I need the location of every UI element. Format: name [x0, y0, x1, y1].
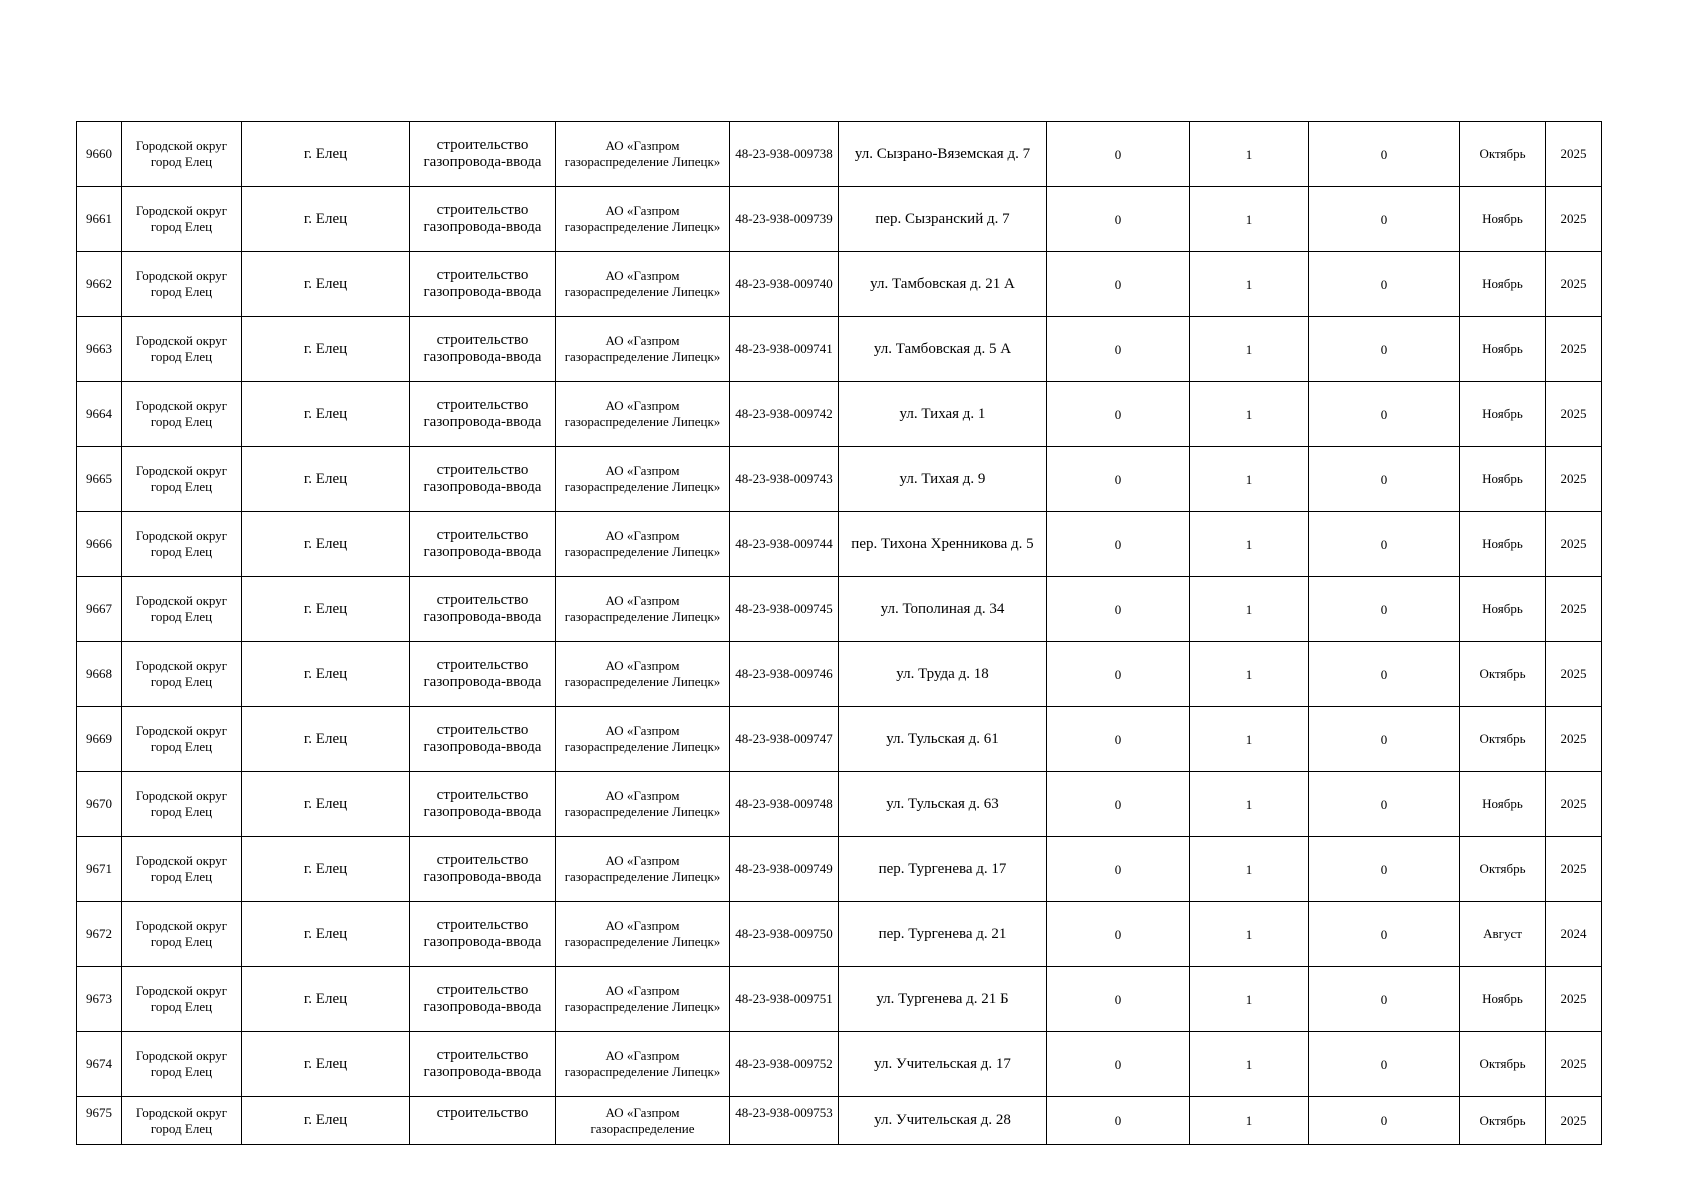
- cell-address: пер. Тургенева д. 17: [839, 837, 1047, 902]
- cell-value-2: 1: [1190, 1097, 1309, 1145]
- cell-value-3: 0: [1309, 772, 1460, 837]
- cell-month: Ноябрь: [1460, 187, 1546, 252]
- cell-year: 2025: [1546, 707, 1602, 772]
- cell-year: 2025: [1546, 1032, 1602, 1097]
- cell-city: г. Елец: [242, 187, 410, 252]
- cell-city: г. Елец: [242, 1097, 410, 1145]
- cell-year: 2025: [1546, 967, 1602, 1032]
- cell-organization: АО «Газпром газораспределение Липецк»: [556, 902, 730, 967]
- cell-district: Городской округ город Елец: [122, 837, 242, 902]
- cell-object-code: 48-23-938-009738: [730, 122, 839, 187]
- cell-row-number: 9673: [77, 967, 122, 1032]
- cell-organization: АО «Газпром газораспределение Липецк»: [556, 642, 730, 707]
- cell-value-2: 1: [1190, 252, 1309, 317]
- table-row: [77, 967, 1602, 1032]
- cell-value-2: 1: [1190, 187, 1309, 252]
- cell-row-number: 9666: [77, 512, 122, 577]
- cell-district: Городской округ город Елец: [122, 642, 242, 707]
- cell-value-1: 0: [1047, 512, 1190, 577]
- cell-work-type: строительство газопровода-ввода: [410, 512, 556, 577]
- cell-value-2: 1: [1190, 122, 1309, 187]
- cell-row-number: 9670: [77, 772, 122, 837]
- cell-month: Октябрь: [1460, 837, 1546, 902]
- table-row: [77, 122, 1602, 187]
- cell-value-3: 0: [1309, 512, 1460, 577]
- cell-object-code: 48-23-938-009748: [730, 772, 839, 837]
- cell-organization: АО «Газпром газораспределение Липецк»: [556, 772, 730, 837]
- cell-object-code: 48-23-938-009747: [730, 707, 839, 772]
- cell-value-2: 1: [1190, 447, 1309, 512]
- cell-year: 2025: [1546, 447, 1602, 512]
- cell-organization: АО «Газпром газораспределение Липецк»: [556, 122, 730, 187]
- cell-work-type: строительство газопровода-ввода: [410, 967, 556, 1032]
- cell-year: 2025: [1546, 252, 1602, 317]
- table-row: [77, 642, 1602, 707]
- gasification-schedule-table: [76, 121, 1602, 1145]
- cell-value-2: 1: [1190, 902, 1309, 967]
- cell-value-2: 1: [1190, 642, 1309, 707]
- cell-city: г. Елец: [242, 512, 410, 577]
- cell-row-number: 9662: [77, 252, 122, 317]
- cell-value-1: 0: [1047, 837, 1190, 902]
- cell-work-type: строительство газопровода-ввода: [410, 317, 556, 382]
- cell-month: Ноябрь: [1460, 577, 1546, 642]
- cell-value-3: 0: [1309, 382, 1460, 447]
- table-row: [77, 382, 1602, 447]
- cell-month: Ноябрь: [1460, 772, 1546, 837]
- cell-month: Октябрь: [1460, 707, 1546, 772]
- cell-value-3: 0: [1309, 447, 1460, 512]
- cell-row-number: 9669: [77, 707, 122, 772]
- cell-value-2: 1: [1190, 512, 1309, 577]
- table-row: [77, 1097, 1602, 1145]
- cell-organization: АО «Газпром газораспределение Липецк»: [556, 447, 730, 512]
- cell-organization: АО «Газпром газораспределение Липецк»: [556, 707, 730, 772]
- cell-address: ул. Труда д. 18: [839, 642, 1047, 707]
- cell-address: пер. Тургенева д. 21: [839, 902, 1047, 967]
- cell-row-number: 9667: [77, 577, 122, 642]
- cell-object-code: 48-23-938-009749: [730, 837, 839, 902]
- cell-value-3: 0: [1309, 967, 1460, 1032]
- cell-year: 2025: [1546, 772, 1602, 837]
- cell-value-3: 0: [1309, 1097, 1460, 1145]
- cell-row-number: 9674: [77, 1032, 122, 1097]
- cell-value-1: 0: [1047, 577, 1190, 642]
- table-row: [77, 837, 1602, 902]
- cell-object-code: 48-23-938-009753: [730, 1097, 839, 1145]
- cell-work-type: строительство газопровода-ввода: [410, 382, 556, 447]
- cell-value-3: 0: [1309, 1032, 1460, 1097]
- cell-value-1: 0: [1047, 772, 1190, 837]
- cell-year: 2025: [1546, 317, 1602, 382]
- cell-value-1: 0: [1047, 252, 1190, 317]
- table-row: [77, 252, 1602, 317]
- cell-value-1: 0: [1047, 187, 1190, 252]
- cell-organization: АО «Газпром газораспределение Липецк»: [556, 512, 730, 577]
- cell-month: Ноябрь: [1460, 317, 1546, 382]
- cell-month: Октябрь: [1460, 642, 1546, 707]
- cell-city: г. Елец: [242, 577, 410, 642]
- cell-city: г. Елец: [242, 1032, 410, 1097]
- cell-address: ул. Тополиная д. 34: [839, 577, 1047, 642]
- cell-month: Октябрь: [1460, 122, 1546, 187]
- cell-object-code: 48-23-938-009743: [730, 447, 839, 512]
- table-row: [77, 577, 1602, 642]
- cell-value-3: 0: [1309, 252, 1460, 317]
- cell-work-type: строительство газопровода-ввода: [410, 447, 556, 512]
- cell-organization: АО «Газпром газораспределение Липецк»: [556, 1032, 730, 1097]
- cell-city: г. Елец: [242, 447, 410, 512]
- cell-city: г. Елец: [242, 382, 410, 447]
- cell-work-type: строительство газопровода-ввода: [410, 252, 556, 317]
- cell-organization: АО «Газпром газораспределение Липецк»: [556, 967, 730, 1032]
- cell-district: Городской округ город Елец: [122, 317, 242, 382]
- cell-row-number: 9665: [77, 447, 122, 512]
- table-row: [77, 902, 1602, 967]
- cell-month: Октябрь: [1460, 1032, 1546, 1097]
- cell-value-1: 0: [1047, 642, 1190, 707]
- cell-organization: АО «Газпром газораспределение Липецк»: [556, 187, 730, 252]
- cell-object-code: 48-23-938-009750: [730, 902, 839, 967]
- cell-value-2: 1: [1190, 837, 1309, 902]
- cell-organization: АО «Газпром газораспределение Липецк»: [556, 317, 730, 382]
- table-row: [77, 317, 1602, 382]
- cell-object-code: 48-23-938-009739: [730, 187, 839, 252]
- table-row: [77, 707, 1602, 772]
- table-row: [77, 447, 1602, 512]
- cell-city: г. Елец: [242, 122, 410, 187]
- cell-object-code: 48-23-938-009742: [730, 382, 839, 447]
- cell-district: Городской округ город Елец: [122, 447, 242, 512]
- cell-row-number: 9671: [77, 837, 122, 902]
- cell-address: ул. Тульская д. 63: [839, 772, 1047, 837]
- cell-year: 2025: [1546, 837, 1602, 902]
- cell-district: Городской округ город Елец: [122, 382, 242, 447]
- table-row: [77, 772, 1602, 837]
- cell-value-1: 0: [1047, 122, 1190, 187]
- cell-value-2: 1: [1190, 772, 1309, 837]
- table-body: [77, 122, 1602, 1145]
- cell-work-type: строительство газопровода-ввода: [410, 902, 556, 967]
- cell-value-1: 0: [1047, 707, 1190, 772]
- cell-value-3: 0: [1309, 902, 1460, 967]
- cell-value-1: 0: [1047, 382, 1190, 447]
- cell-work-type: строительство газопровода-ввода: [410, 837, 556, 902]
- cell-city: г. Елец: [242, 967, 410, 1032]
- cell-organization: АО «Газпром газораспределение Липецк»: [556, 837, 730, 902]
- cell-organization: АО «Газпром газораспределение: [556, 1097, 730, 1145]
- table-row: [77, 512, 1602, 577]
- cell-address: ул. Тихая д. 9: [839, 447, 1047, 512]
- cell-address: ул. Тихая д. 1: [839, 382, 1047, 447]
- cell-district: Городской округ город Елец: [122, 772, 242, 837]
- cell-value-3: 0: [1309, 837, 1460, 902]
- cell-district: Городской округ город Елец: [122, 1032, 242, 1097]
- cell-district: Городской округ город Елец: [122, 577, 242, 642]
- cell-district: Городской округ город Елец: [122, 122, 242, 187]
- cell-value-3: 0: [1309, 187, 1460, 252]
- cell-city: г. Елец: [242, 837, 410, 902]
- cell-month: Октябрь: [1460, 1097, 1546, 1145]
- cell-value-1: 0: [1047, 1032, 1190, 1097]
- cell-address: ул. Тамбовская д. 5 А: [839, 317, 1047, 382]
- cell-year: 2025: [1546, 187, 1602, 252]
- cell-district: Городской округ город Елец: [122, 1097, 242, 1145]
- cell-value-1: 0: [1047, 967, 1190, 1032]
- cell-address: пер. Тихона Хренникова д. 5: [839, 512, 1047, 577]
- cell-city: г. Елец: [242, 772, 410, 837]
- cell-month: Ноябрь: [1460, 382, 1546, 447]
- cell-row-number: 9660: [77, 122, 122, 187]
- cell-year: 2025: [1546, 122, 1602, 187]
- cell-row-number: 9672: [77, 902, 122, 967]
- cell-value-2: 1: [1190, 1032, 1309, 1097]
- cell-value-2: 1: [1190, 967, 1309, 1032]
- cell-row-number: 9675: [77, 1097, 122, 1145]
- cell-row-number: 9661: [77, 187, 122, 252]
- cell-work-type: строительство газопровода-ввода: [410, 187, 556, 252]
- cell-object-code: 48-23-938-009751: [730, 967, 839, 1032]
- cell-year: 2025: [1546, 382, 1602, 447]
- cell-row-number: 9663: [77, 317, 122, 382]
- cell-object-code: 48-23-938-009740: [730, 252, 839, 317]
- cell-value-1: 0: [1047, 1097, 1190, 1145]
- cell-value-3: 0: [1309, 122, 1460, 187]
- cell-value-2: 1: [1190, 317, 1309, 382]
- cell-city: г. Елец: [242, 902, 410, 967]
- cell-city: г. Елец: [242, 642, 410, 707]
- cell-month: Август: [1460, 902, 1546, 967]
- cell-value-1: 0: [1047, 447, 1190, 512]
- cell-year: 2024: [1546, 902, 1602, 967]
- cell-address: ул. Тургенева д. 21 Б: [839, 967, 1047, 1032]
- cell-object-code: 48-23-938-009746: [730, 642, 839, 707]
- cell-district: Городской округ город Елец: [122, 707, 242, 772]
- cell-work-type: строительство газопровода-ввода: [410, 122, 556, 187]
- cell-year: 2025: [1546, 512, 1602, 577]
- cell-value-3: 0: [1309, 317, 1460, 382]
- cell-city: г. Елец: [242, 252, 410, 317]
- cell-year: 2025: [1546, 1097, 1602, 1145]
- cell-district: Городской округ город Елец: [122, 967, 242, 1032]
- cell-month: Ноябрь: [1460, 447, 1546, 512]
- cell-value-2: 1: [1190, 382, 1309, 447]
- cell-value-3: 0: [1309, 707, 1460, 772]
- cell-value-3: 0: [1309, 577, 1460, 642]
- cell-address: ул. Сызрано-Вяземская д. 7: [839, 122, 1047, 187]
- cell-work-type: строительство газопровода-ввода: [410, 707, 556, 772]
- cell-year: 2025: [1546, 577, 1602, 642]
- cell-object-code: 48-23-938-009741: [730, 317, 839, 382]
- cell-address: ул. Тамбовская д. 21 А: [839, 252, 1047, 317]
- cell-row-number: 9664: [77, 382, 122, 447]
- cell-month: Ноябрь: [1460, 967, 1546, 1032]
- cell-month: Ноябрь: [1460, 252, 1546, 317]
- cell-work-type: строительство газопровода-ввода: [410, 772, 556, 837]
- cell-city: г. Елец: [242, 707, 410, 772]
- cell-address: пер. Сызранский д. 7: [839, 187, 1047, 252]
- cell-row-number: 9668: [77, 642, 122, 707]
- cell-organization: АО «Газпром газораспределение Липецк»: [556, 382, 730, 447]
- cell-work-type: строительство газопровода-ввода: [410, 1032, 556, 1097]
- cell-work-type: строительство газопровода-ввода: [410, 642, 556, 707]
- cell-address: ул. Тульская д. 61: [839, 707, 1047, 772]
- cell-address: ул. Учительская д. 17: [839, 1032, 1047, 1097]
- cell-value-2: 1: [1190, 707, 1309, 772]
- cell-city: г. Елец: [242, 317, 410, 382]
- cell-value-1: 0: [1047, 317, 1190, 382]
- cell-address: ул. Учительская д. 28: [839, 1097, 1047, 1145]
- table-row: [77, 1032, 1602, 1097]
- cell-value-3: 0: [1309, 642, 1460, 707]
- cell-organization: АО «Газпром газораспределение Липецк»: [556, 577, 730, 642]
- cell-district: Городской округ город Елец: [122, 252, 242, 317]
- table-row: [77, 187, 1602, 252]
- cell-work-type: строительство: [410, 1097, 556, 1145]
- cell-district: Городской округ город Елец: [122, 512, 242, 577]
- cell-month: Ноябрь: [1460, 512, 1546, 577]
- cell-value-1: 0: [1047, 902, 1190, 967]
- cell-object-code: 48-23-938-009752: [730, 1032, 839, 1097]
- cell-year: 2025: [1546, 642, 1602, 707]
- cell-object-code: 48-23-938-009744: [730, 512, 839, 577]
- cell-district: Городской округ город Елец: [122, 902, 242, 967]
- cell-district: Городской округ город Елец: [122, 187, 242, 252]
- cell-object-code: 48-23-938-009745: [730, 577, 839, 642]
- cell-value-2: 1: [1190, 577, 1309, 642]
- cell-organization: АО «Газпром газораспределение Липецк»: [556, 252, 730, 317]
- cell-work-type: строительство газопровода-ввода: [410, 577, 556, 642]
